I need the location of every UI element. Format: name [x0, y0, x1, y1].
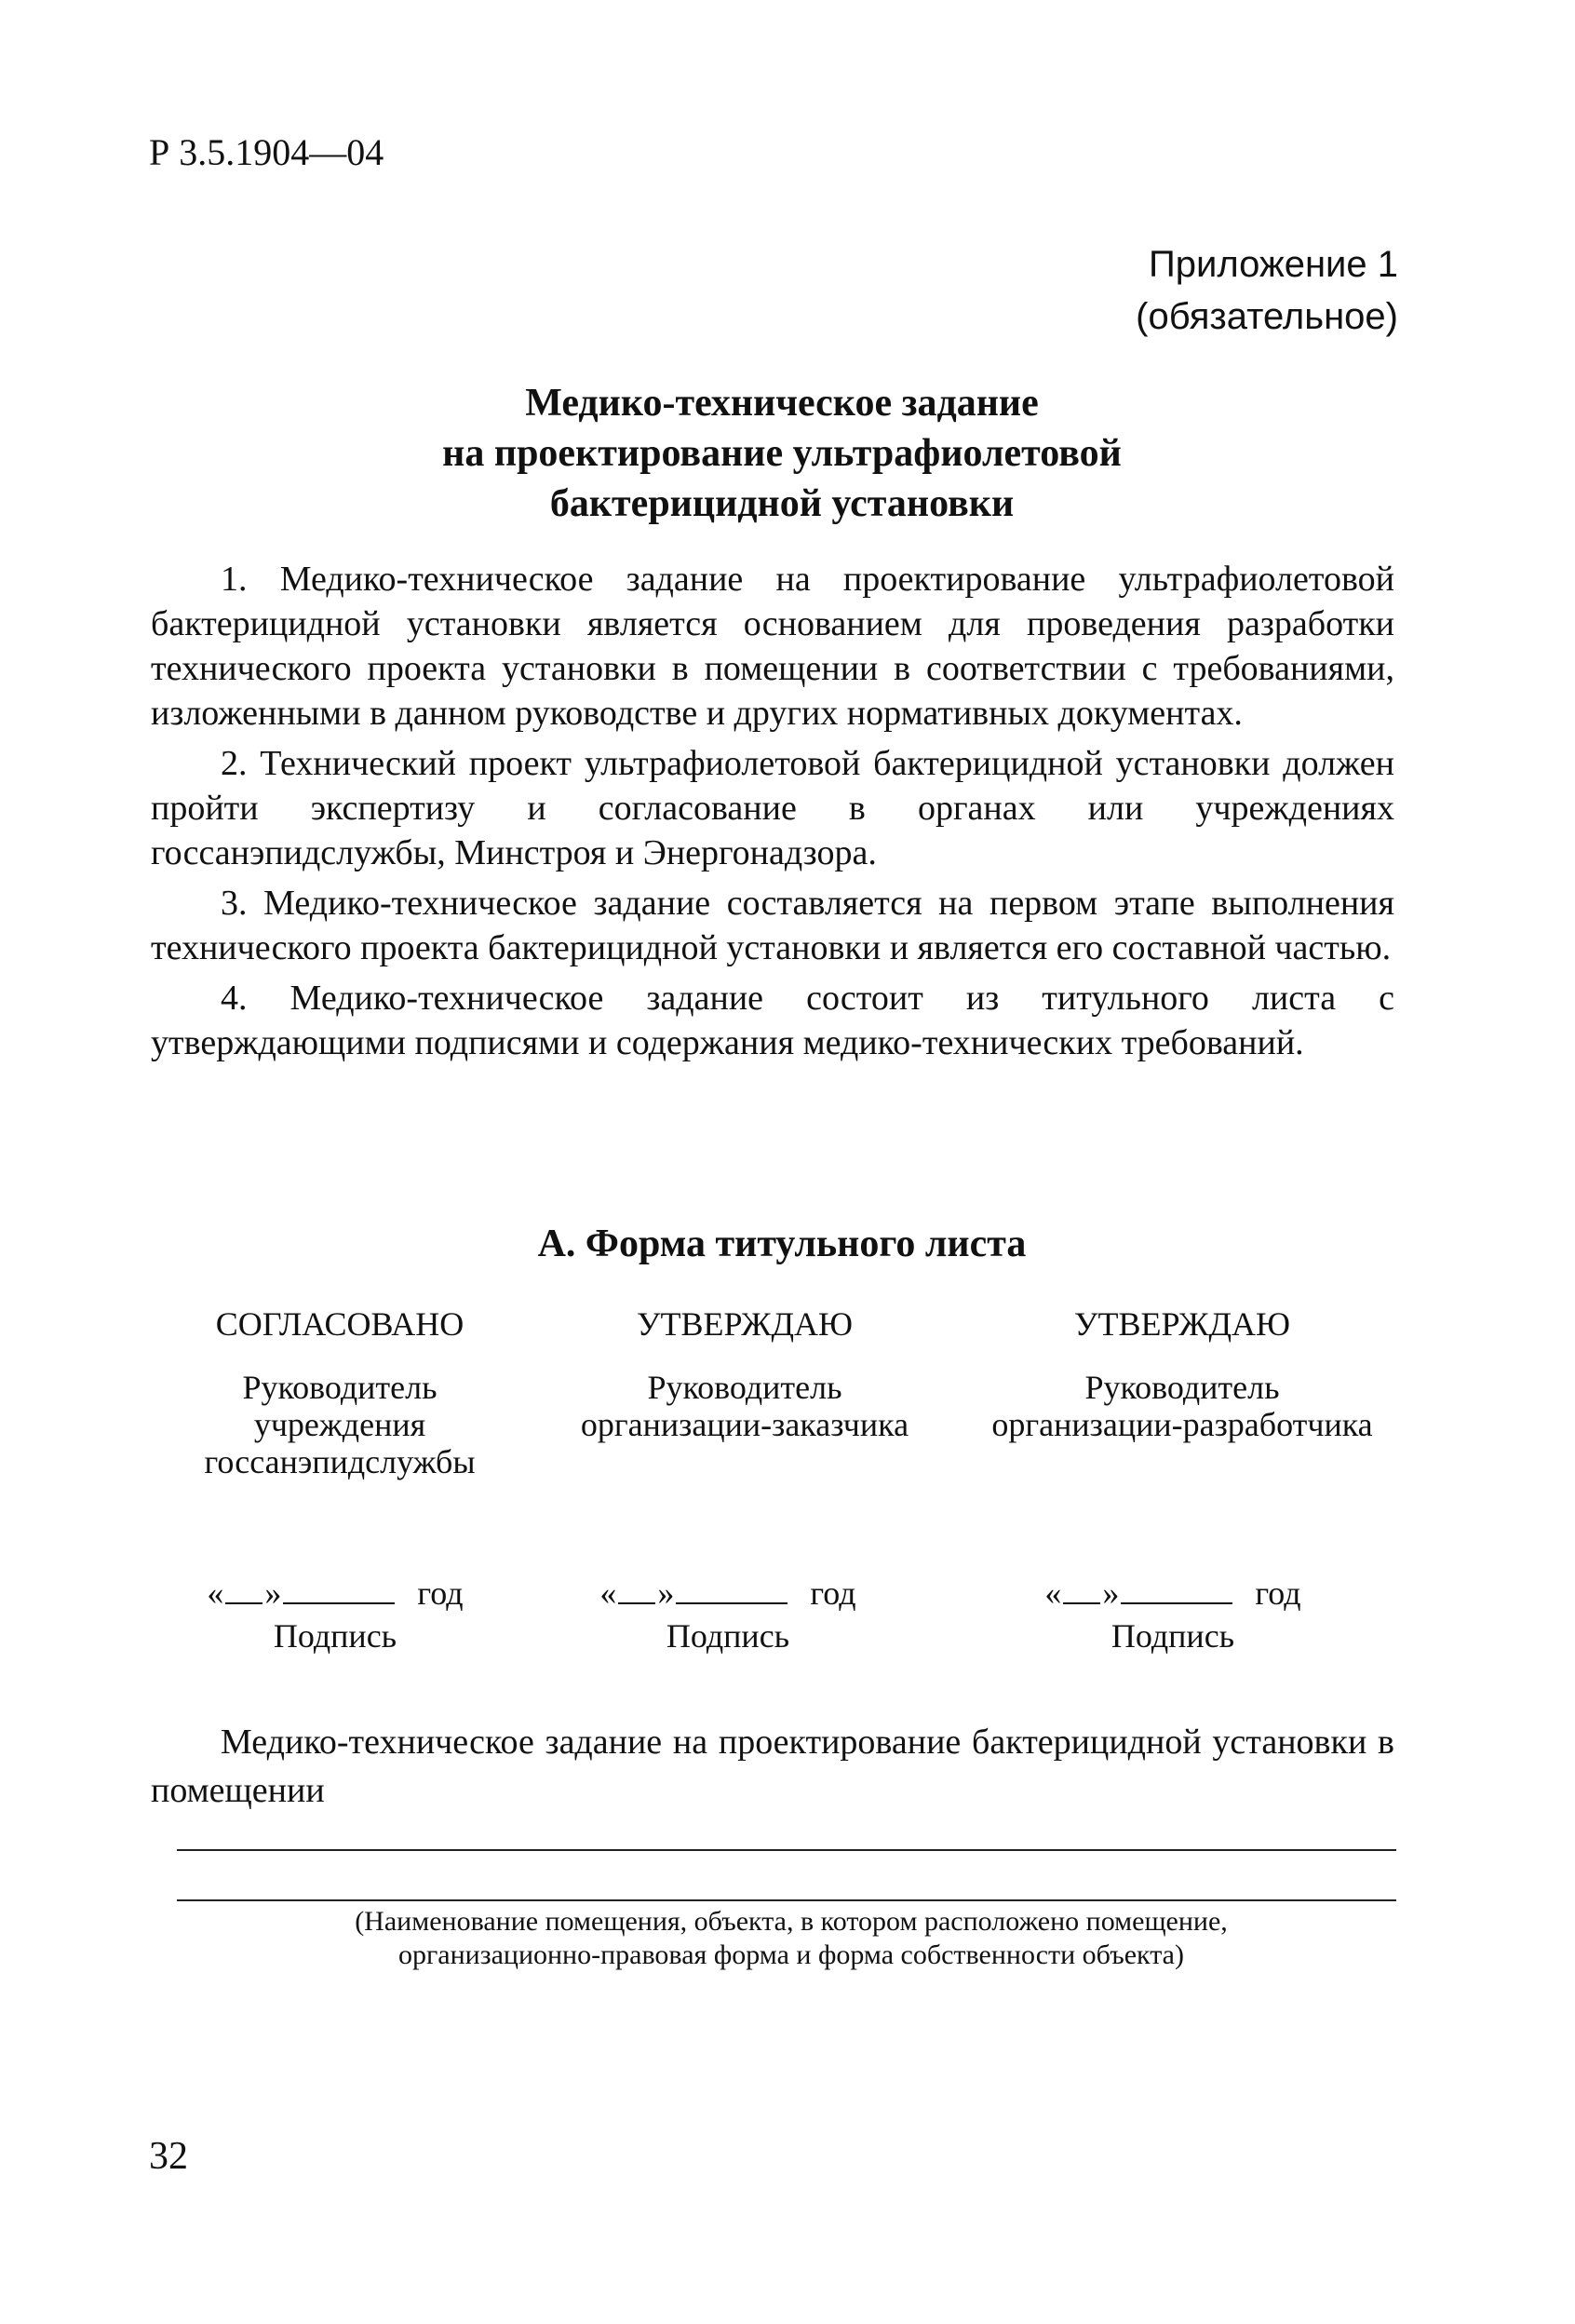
- column-heading: УТВЕРЖДАЮ: [636, 1305, 854, 1343]
- caption-line-2: организационно-правовая форма и форма собственности объекта): [398, 1939, 1184, 1970]
- appendix-label: [1136, 238, 1398, 343]
- assignment-text: Медико-техническое задание на проектирование бактерицидной установки в помещении: [151, 1723, 1394, 1810]
- day-blank: [618, 1574, 655, 1604]
- signature-block-3: [1015, 1574, 1331, 1655]
- fill-in-line-1: [177, 1849, 1396, 1851]
- date-line: [570, 1574, 886, 1613]
- appendix-number: Приложение 1: [1149, 244, 1398, 285]
- title-line-3: бактерицидной установки: [549, 482, 1015, 525]
- signature-label: Подпись: [1111, 1617, 1235, 1655]
- approval-column-developer: [949, 1304, 1415, 1443]
- approval-column-agreed: [149, 1304, 531, 1480]
- year-word: год: [1255, 1574, 1301, 1612]
- paragraph-2: 2. Технический проект ультрафиолетовой бактерицидной установки должен пройти экспертизу и согласование в органах или учреждениях госсанэпидслужбы, Минстроя и Энергонадзора.: [151, 744, 1394, 872]
- close-quote: »: [657, 1574, 675, 1612]
- role-line: учреждения: [253, 1406, 426, 1443]
- role-line: организации-разработчика: [991, 1406, 1373, 1443]
- column-role: [949, 1369, 1415, 1443]
- signature-block-2: [570, 1574, 886, 1655]
- role-line: госсанэпидслужбы: [204, 1443, 476, 1480]
- date-line: [1015, 1574, 1331, 1613]
- month-blank: [283, 1574, 395, 1604]
- signature-label: Подпись: [273, 1617, 397, 1655]
- signature-label: Подпись: [666, 1617, 790, 1655]
- fill-in-line-2: [177, 1899, 1396, 1901]
- column-role: [149, 1369, 531, 1480]
- title-line-2: на проектирование ультрафиолетовой: [442, 432, 1122, 475]
- open-quote: «: [1044, 1574, 1062, 1612]
- document-code: Р 3.5.1904—04: [149, 131, 384, 173]
- body-paragraphs: [151, 557, 1394, 1071]
- signature-block-1: [177, 1574, 493, 1655]
- year-word: год: [810, 1574, 856, 1612]
- open-quote: «: [599, 1574, 617, 1612]
- close-quote: »: [264, 1574, 282, 1612]
- appendix-status: (обязательное): [1136, 296, 1398, 337]
- role-line: Руководитель: [242, 1369, 438, 1406]
- column-heading: УТВЕРЖДАЮ: [1073, 1305, 1291, 1343]
- open-quote: «: [207, 1574, 224, 1612]
- caption-line-1: (Наименование помещения, объекта, в котором расположено помещение,: [355, 1906, 1228, 1937]
- page-number: 32: [149, 2135, 188, 2178]
- document-title: [335, 378, 1229, 529]
- month-blank: [676, 1574, 788, 1604]
- fill-in-caption: [186, 1905, 1396, 1972]
- close-quote: »: [1102, 1574, 1120, 1612]
- day-blank: [1063, 1574, 1100, 1604]
- approval-column-customer: [540, 1304, 949, 1443]
- paragraph-1: 1. Медико-техническое задание на проектирование ультрафиолетовой бактерицидной установки является основанием для проведения разработки технического проекта установки в помещении в соответствии с требованиями, изложенными в данном руководстве и других нормативных документах.: [151, 560, 1394, 733]
- role-line: Руководитель: [1084, 1369, 1280, 1406]
- paragraph-3: 3. Медико-техническое задание составляется на первом этапе выполнения технического проекта бактерицидной установки и является его составной частью.: [151, 884, 1394, 967]
- role-line: Руководитель: [647, 1369, 842, 1406]
- paragraph-4: 4. Медико-техническое задание состоит из титульного листа с утверждающими подписями и содержания медико-технических требований.: [151, 979, 1394, 1062]
- date-line: [177, 1574, 493, 1613]
- day-blank: [225, 1574, 262, 1604]
- role-line: организации-заказчика: [580, 1406, 909, 1443]
- column-heading: СОГЛАСОВАНО: [215, 1305, 464, 1343]
- year-word: год: [417, 1574, 464, 1612]
- section-title: А. Форма титульного листа: [537, 1223, 1027, 1265]
- title-line-1: Медико-техническое задание: [525, 382, 1039, 425]
- column-role: [540, 1369, 949, 1443]
- month-blank: [1121, 1574, 1232, 1604]
